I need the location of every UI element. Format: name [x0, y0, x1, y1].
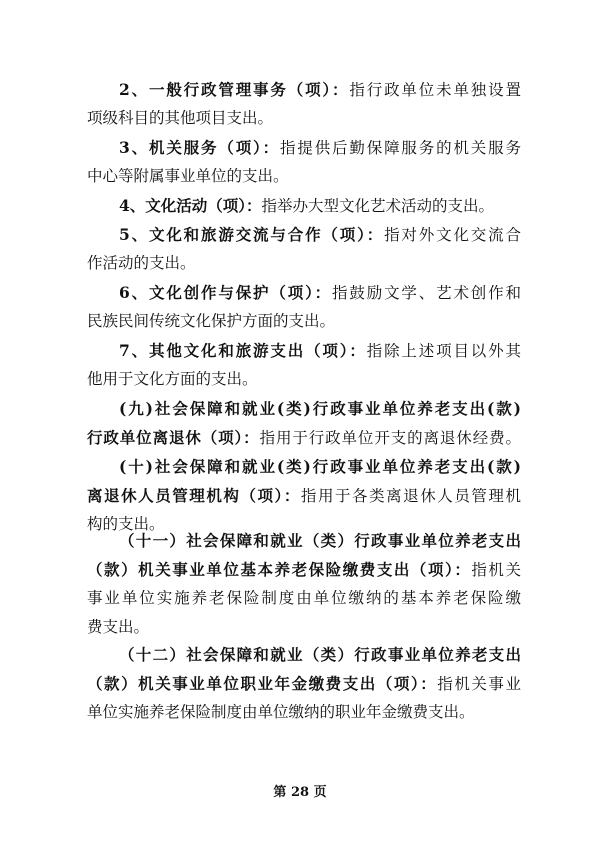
item-text: 他用于文化方面的支出。 [87, 370, 258, 388]
item-heading: 4、文化活动（项）： [119, 196, 262, 215]
item-text: 指机关事业 [437, 675, 521, 693]
item-heading: 6、文化创作与保护（项）： [119, 283, 333, 302]
paragraph-cultural-activities [87, 191, 521, 220]
text-line [87, 249, 521, 278]
text-line [87, 584, 521, 613]
item-heading: 3、机关服务（项）： [119, 138, 280, 157]
text-line [87, 698, 521, 727]
text-line [87, 526, 521, 555]
text-line [87, 133, 521, 162]
text-line [87, 640, 521, 669]
item-text: 构的支出。 [87, 515, 165, 533]
item-text: 指除上述项目以外其 [366, 342, 521, 360]
item-text: 事业单位实施养老保险制度由单位缴纳的基本养老保险缴 [87, 589, 521, 607]
text-line [87, 162, 521, 191]
item-heading: （款）机关事业单位基本养老保险缴费支出（项）： [87, 560, 472, 579]
item-text: 作活动的支出。 [87, 254, 196, 272]
paragraph-section-9 [87, 394, 521, 452]
text-line [87, 555, 521, 584]
item-heading: 离退休人员管理机构（项）： [87, 486, 301, 505]
paragraph-other-culture [87, 336, 521, 394]
item-text: 指对外文化交流合 [384, 226, 521, 244]
text-line [87, 307, 521, 336]
text-line [87, 669, 521, 698]
item-text: 指鼓励文学、艺术创作和 [332, 284, 521, 302]
item-text: 指用于各类离退休人员管理机 [300, 487, 521, 505]
item-heading: 5、文化和旅游交流与合作（项）： [119, 225, 385, 244]
item-text: 项级科目的其他项目支出。 [87, 109, 274, 127]
text-line [87, 278, 521, 307]
text-line [87, 104, 521, 133]
text-line [87, 613, 521, 642]
paragraph-general-admin [87, 75, 521, 133]
item-text: 指用于行政单位开支的离退休经费。 [259, 429, 521, 447]
text-line [87, 220, 521, 249]
item-text: 单位实施养老保险制度由单位缴纳的职业年金缴费支出。 [87, 703, 475, 721]
paragraph-agency-service [87, 133, 521, 191]
item-text: 指机关 [471, 561, 521, 579]
section-heading: （十二）社会保障和就业（类）行政事业单位养老支出 [119, 645, 521, 664]
section-heading: （十一）社会保障和就业（类）行政事业单位养老支出 [119, 531, 521, 550]
item-heading: 行政单位离退休（项）： [87, 428, 260, 447]
item-text: 指行政单位未单独设置 [349, 81, 521, 99]
paragraph-cultural-creation [87, 278, 521, 336]
text-line [87, 191, 521, 220]
item-heading: 7、其他文化和旅游支出（项）： [119, 341, 367, 360]
text-line [87, 452, 521, 481]
item-text: 指举办大型文化艺术活动的支出。 [261, 197, 495, 215]
text-line [87, 75, 521, 104]
text-line [87, 336, 521, 365]
page-number: 第 28 页 [273, 785, 327, 800]
text-line [87, 423, 521, 452]
section-heading: (九)社会保障和就业(类)行政事业单位养老支出(款) [119, 399, 521, 418]
item-text: 费支出。 [87, 618, 150, 636]
section-heading: (十)社会保障和就业(类)行政事业单位养老支出(款) [119, 457, 521, 476]
text-line [87, 365, 521, 394]
paragraph-section-11 [87, 526, 521, 642]
text-line [87, 394, 521, 423]
paragraph-section-12 [87, 640, 521, 727]
item-heading: （款）机关事业单位职业年金缴费支出（项）： [87, 674, 438, 693]
item-text: 指提供后勤保障服务的机关服务 [280, 139, 521, 157]
item-heading: 2、一般行政管理事务（项）： [119, 80, 350, 99]
item-text: 中心等附属事业单位的支出。 [87, 167, 289, 185]
text-line [87, 481, 521, 510]
item-text: 民族民间传统文化保护方面的支出。 [87, 312, 336, 330]
paragraph-cultural-exchange [87, 220, 521, 278]
